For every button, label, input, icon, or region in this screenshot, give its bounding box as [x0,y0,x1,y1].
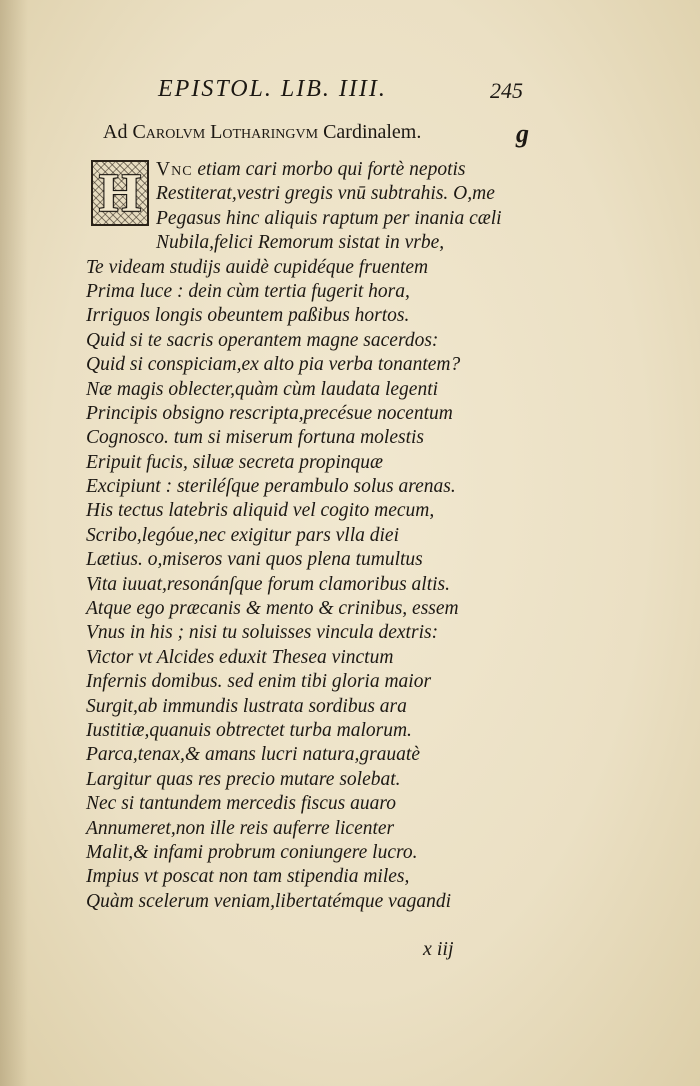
verse-text: Scribo,legóue,nec exigitur pars vlla diei [86,524,400,546]
verse-line [86,792,526,816]
verse-line [86,890,526,914]
verse-text: Infernis domibus. sed enim tibi gloria maior [86,671,432,693]
verse-lead-smallcaps: Vnc [156,159,193,180]
verse-line [86,768,526,792]
verse-line [86,231,526,255]
verse-text: Excipiunt : steriléſque perambulo solus arenas. [86,476,456,498]
verse-line [86,597,526,621]
verse-line [86,280,526,304]
verse-text: Quàm scelerum veniam,libertatémque vagandi [86,890,451,912]
verse-text: Restiterat,vestri gregis vnū subtrahis. O,me [156,183,495,205]
verse-line [86,865,526,889]
address-prefix: Ad [103,121,128,143]
verse-line [86,524,526,548]
verse-text: Atque ego præcanis & mento & crinibus, essem [86,598,459,620]
verse-text: Næ magis oblecter,quàm cùm laudata legenti [86,378,439,400]
verse-text: Iustitiæ,quanuis obtrectet turba malorum. [86,719,412,741]
verse-text: Nec si tantundem mercedis fiscus auaro [86,793,396,815]
verse-line [86,475,526,499]
verse-text: Irriguos longis obeuntem paßibus hortos. [86,305,410,327]
verse-line [86,329,526,353]
verse-line [86,719,526,743]
address-suffix: Cardinalem. [323,121,422,143]
verse-text: Surgit,ab immundis lustrata sordibus ara [86,695,407,717]
verse-line [86,695,526,719]
signature-mark: g [516,119,529,148]
verse-line [86,402,526,426]
verse-text: His tectus latebris aliquid vel cogito mecum, [86,500,435,522]
epistle-address [103,121,421,144]
gutter-shadow [0,0,28,1086]
verse-text: Pegasus hinc aliquis raptum per inania cæli [156,207,502,229]
verse-text: Malit,& infami probrum coniungere lucro. [86,841,418,863]
verse-line [86,817,526,841]
verse-line [86,182,526,206]
verse-line [86,743,526,767]
verse-line [86,426,526,450]
verse-line [86,646,526,670]
verse-text: Impius vt poscat non tam stipendia miles, [86,866,410,888]
verse-text: Prima luce : dein cùm tertia fugerit hora, [86,280,410,302]
page-number: 245 [490,78,523,103]
verse-text: Parca,tenax,& amans lucri natura,grauatè [86,744,420,766]
verse-line [86,621,526,645]
verse-text: Te videam studijs auidè cupidéque fruentem [86,256,429,278]
verse-block [86,158,526,914]
verse-text: Nubila,felici Remorum sistat in vrbe, [156,232,445,254]
verse-line [86,841,526,865]
verse-text: Quid si te sacris operantem magne sacerdos: [86,329,439,351]
verse-text: Vnus in his ; nisi tu soluisses vincula dextris: [86,622,439,644]
verse-text: etiam cari morbo qui fortè nepotis [192,159,466,180]
verse-line [86,378,526,402]
verse-line [86,573,526,597]
verse-line [86,207,526,231]
verse-line [86,499,526,523]
verse-line [86,451,526,475]
verse-text: Principis obsigno rescripta,precésue nocentum [86,402,453,424]
initial-letter: H [98,163,141,223]
verse-line [86,353,526,377]
verse-text: Eripuit fucis, siluæ secreta propinquæ [86,451,384,473]
verse-text: Victor vt Alcides eduxit Thesea vinctum [86,646,394,668]
verse-line [86,256,526,280]
verse-line [86,158,526,182]
verse-text: Vita iuuat,resonánſque forum clamoribus altis. [86,573,450,595]
verse-text: Cognosco. tum si miserum fortuna molestis [86,427,425,449]
catchword: x iij [423,938,454,960]
running-head: EPISTOL. LIB. IIII. [158,76,387,102]
verse-text: Annumeret,non ille reis auferre licenter [86,817,395,839]
verse-line [86,548,526,572]
verse-line [86,670,526,694]
verse-text: Quid si conspiciam,ex alto pia verba tonantem? [86,354,461,376]
verse-text: Largitur quas res precio mutare solebat. [86,768,401,790]
verse-line [86,304,526,328]
address-name: Carolvm Lotharingvm [132,121,319,143]
verse-text: Lætius. o,miseros vani quos plena tumultus [86,549,423,571]
